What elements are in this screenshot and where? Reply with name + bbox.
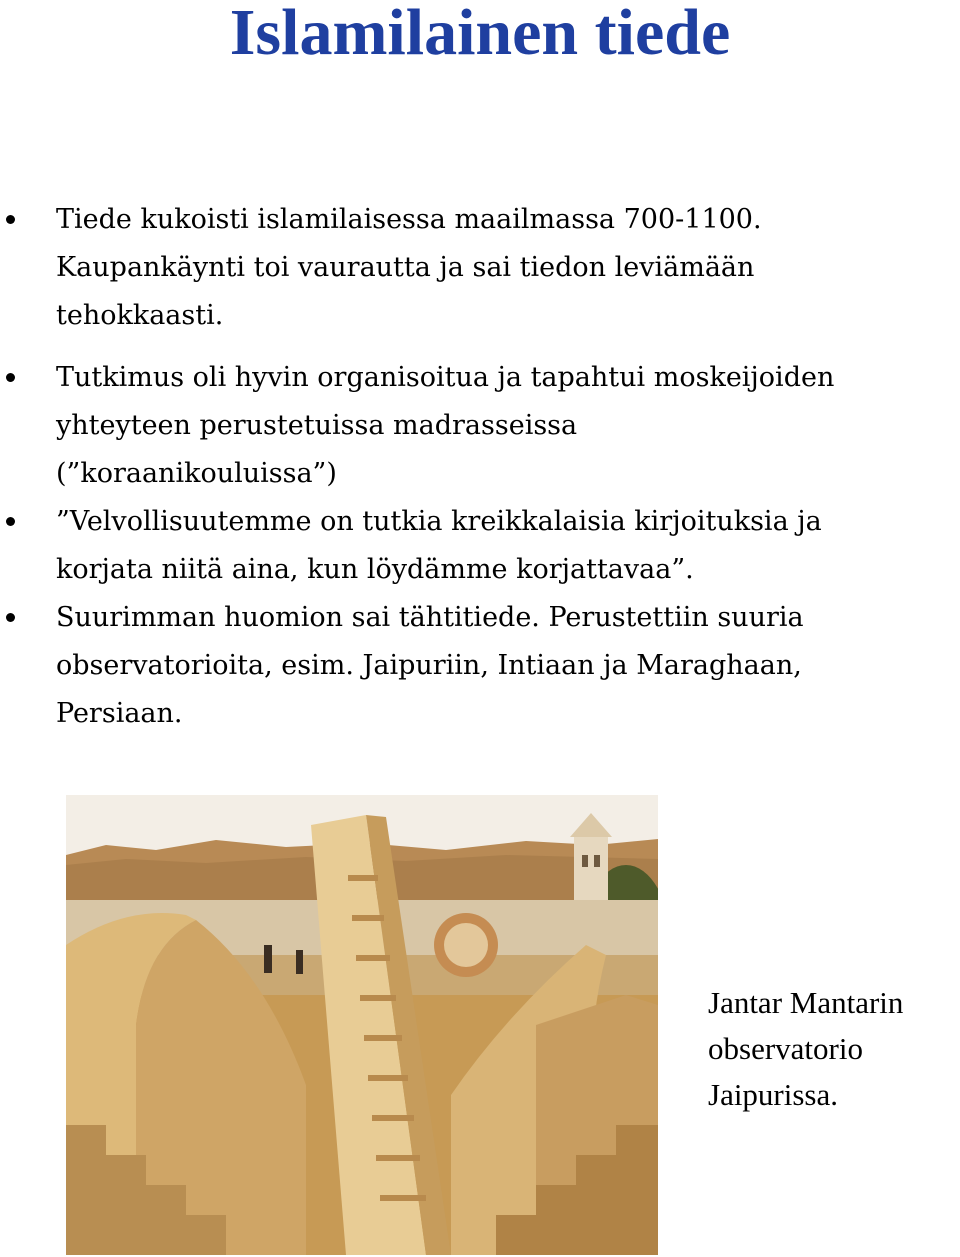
caption-line: observatorio <box>708 1031 863 1066</box>
tower-window <box>594 855 600 867</box>
bullet-dot-icon <box>6 613 15 622</box>
bullet-line: yhteyteen perustetuissa madrasseissa <box>56 410 578 441</box>
person <box>296 950 303 974</box>
bullet-line: tehokkaasti. <box>56 300 224 331</box>
person <box>264 945 272 973</box>
bullet-line: Persiaan. <box>56 698 183 729</box>
caption-line: Jantar Mantarin <box>708 985 904 1020</box>
photo-caption <box>708 980 958 1118</box>
bullet-line: Tiede kukoisti islamilaisessa maailmassa 700-1100. <box>56 204 762 235</box>
observatory-photo <box>66 795 658 1255</box>
tower-window <box>582 855 588 867</box>
bullet-list <box>0 196 960 738</box>
bullet-line: Suurimman huomion sai tähtitiede. Perustettiin suuria <box>56 602 804 633</box>
bullet-item <box>0 354 960 498</box>
bullet-line: ”Velvollisuutemme on tutkia kreikkalaisia kirjoituksia ja <box>56 506 822 537</box>
bullet-item <box>0 196 960 340</box>
observatory-illustration <box>66 795 658 1255</box>
page-title: Islamilainen tiede <box>229 0 731 69</box>
bullet-dot-icon <box>6 215 15 224</box>
bullet-line: Tutkimus oli hyvin organisoitua ja tapahtui moskeijoiden <box>56 362 835 393</box>
bullet-dot-icon <box>6 517 15 526</box>
bullet-line: Kaupankäynti toi vaurautta ja sai tiedon leviämään <box>56 252 755 283</box>
bullet-item <box>0 594 960 738</box>
dial-inner <box>444 923 488 967</box>
bullet-line: (”koraanikouluissa”) <box>56 458 337 489</box>
caption-line: Jaipurissa. <box>708 1077 839 1112</box>
bullet-dot-icon <box>6 373 15 382</box>
bullet-item <box>0 498 960 594</box>
bullet-line: korjata niitä aina, kun löydämme korjattavaa”. <box>56 554 694 585</box>
bullet-line: observatorioita, esim. Jaipuriin, Intiaan ja Maraghaan, <box>56 650 802 681</box>
